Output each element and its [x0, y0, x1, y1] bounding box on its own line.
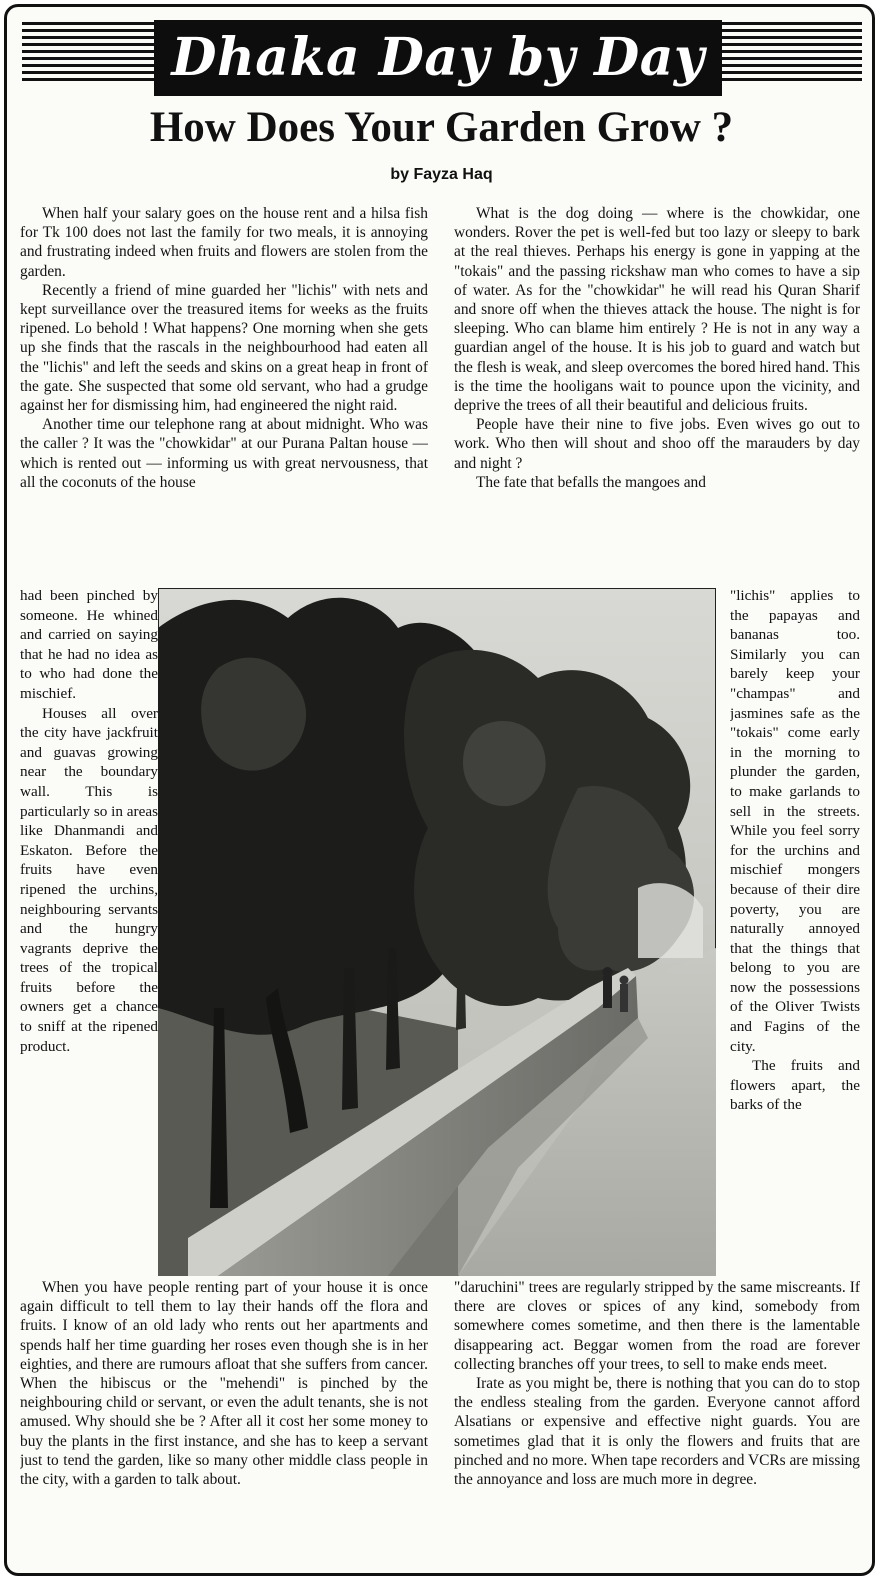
article-byline: by Fayza Haq: [390, 166, 493, 183]
column-bottom-right: [454, 1278, 860, 1570]
column-narrow-left: [20, 586, 158, 1276]
article-headline: How Does Your Garden Grow ?: [149, 104, 734, 151]
paragraph: Irate as you might be, there is nothing that you can do to stop the endless stealing from the garden. Everyone cannot afford Alsatians or expensive and effective night guards. You are sometimes glad that it is only the flowers and fruits that are pinched and no more. When tape recorders and VCRs are missing the annoyance and loss are much more in degree.: [454, 1375, 860, 1489]
paragraph: Recently a friend of mine guarded her "lichis" with nets and kept surveillance over the treasured items for weeks as the fruits ripened. Lo behold ! What happens? One morning when she gets up she finds that the rascals in the neighbourhood had eaten all the "lichis" and left the seeds and skins on a great heap in front of the gate. She suspected that some old servant, who had a grudge against her for dismissing him, had engineered the night raid.: [20, 281, 428, 415]
paragraph: "lichis" applies to the papayas and bananas too. Similarly you can barely keep your "champas" and jasmines safe as the "tokais" come early in the morning to plunder the garden, to make garlands to sell in the streets. While you feel sorry for the urchins and mischief mongers because of their dire poverty, you are naturally annoyed that the things that belong to you are now the possessions of the Oliver Twists and Fagins of the city.: [730, 587, 860, 1055]
paragraph: "daruchini" trees are regularly stripped by the same miscreants. If there are cloves or spices of any kind, somebody from somewhere comes sometime, and then there is the lamentable disappearing act. Beggar women from the road are forever collecting branches off your trees, to sell to make ends meet.: [454, 1279, 860, 1373]
paragraph: When you have people renting part of your house it is once again difficult to tell them to lay their hands off the flora and fruits. I know of an old lady who rents out her apartments and spends half her time guarding her roses even though she is in her eighties, and there are rumours afloat that she suffers from cancer. When the hibiscus or the "mehendi" is pinched by the neighbouring child or servant, or even the adult tenants, she is not amused. Why should she be ? After all it cost her some money to buy the plants in the first instance, and she has to keep a servant just to tend the garden, like so many other middle class people in the city, with a garden to talk about.: [20, 1279, 428, 1489]
paragraph: had been pinched by someone. He whined and carried on saying that he had no idea as to who had done the mischief.: [20, 587, 158, 702]
column-bottom-left: [20, 1278, 428, 1570]
masthead-title: Dhaka Day by Day: [154, 20, 722, 96]
paragraph: People have their nine to five jobs. Even wives go out to work. Who then will shout and shoo off the marauders by day and night ?: [454, 416, 860, 472]
column-top-left: [20, 204, 428, 584]
masthead-rules-left: [22, 22, 154, 90]
paragraph: When half your salary goes on the house rent and a hilsa fish for Tk 100 does not last the family for two meals, it is annoying and frustrating indeed when fruits and flowers are stolen from the garden.: [20, 205, 428, 280]
paragraph: The fate that befalls the mangoes and: [476, 473, 706, 491]
paragraph: What is the dog doing — where is the chowkidar, one wonders. Rover the pet is well-fed but too lazy or sleepy to bark at the real thieves. Perhaps his energy is gone in yapping at the "tokais" and the passing rickshaw man who comes to have a sip of water. As for the "chowkidar" he will read his Quran Sharif and snore off when the thieves attack the house. The night is for sleeping. Who can blame him entirely ? He is not in any way a guardian angel of the house. It is his job to guard and watch but the flesh is weak, and sleep overcomes the bored hired hand. This is the time the hooligans wait to pounce upon the vicinity, and deprive the trees of all their beautiful and delicious fruits.: [454, 205, 860, 415]
paragraph: Another time our telephone rang at about midnight. Who was the caller ? It was the "chowkidar" at our Purana Paltan house — which is rented out — informing us with great nervousness, that all the coconuts of the house: [20, 416, 428, 491]
paragraph: The fruits and flowers apart, the barks of the: [730, 1057, 860, 1114]
column-narrow-right: [730, 586, 860, 1276]
garden-wall-photo: [158, 588, 716, 1276]
column-top-right: [454, 204, 860, 584]
paragraph: Houses all over the city have jackfruit and guavas growing near the boundary wall. This is particularly so in areas like Dhanmandi and Eskaton. Before the fruits have even ripened the urchins, neighbouring servants and the hungry vagrants deprive the trees of the tropical fruits before the owners get a chance to sniff at the ripened product.: [20, 704, 158, 1055]
masthead-rules-right: [722, 22, 862, 90]
